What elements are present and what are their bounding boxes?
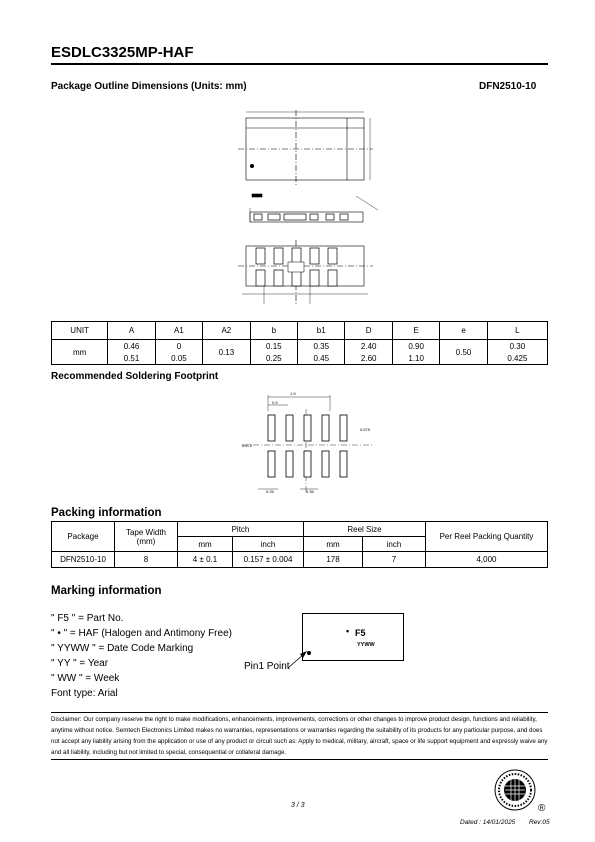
marking-line: " F5 " = Part No. — [51, 613, 124, 624]
table-row — [52, 552, 548, 568]
table-header-cell: L — [487, 322, 547, 340]
cell-pitch-mm: 4 ± 0.1 — [178, 552, 233, 568]
table-header-row — [52, 322, 548, 340]
table-header-cell: A — [108, 322, 155, 340]
header-inch: inch — [233, 537, 304, 552]
dimension-table — [51, 321, 548, 365]
revision-label: Rev:05 — [529, 819, 550, 826]
marking-title: Marking information — [51, 585, 162, 597]
pin1-arrow — [288, 650, 312, 670]
header-pitch: Pitch — [178, 522, 304, 537]
cell-reel-inch: 7 — [363, 552, 426, 568]
cell-package: DFN2510-10 — [52, 552, 115, 568]
dim-right-label: 0.675 — [360, 427, 371, 432]
marking-part-text: F5 — [355, 628, 366, 638]
table-header-cell: D — [345, 322, 392, 340]
page-number: 3 / 3 — [291, 802, 305, 809]
table-header-cell: e — [440, 322, 487, 340]
table-header-cell: UNIT — [52, 322, 108, 340]
table-header-cell: E — [392, 322, 439, 340]
header-tape-width: Tape Width (mm) — [115, 522, 178, 552]
min-cell: 0.30 — [487, 340, 547, 353]
header-inch: inch — [363, 537, 426, 552]
marking-line: " WW " = Week — [51, 673, 120, 684]
min-cell: 0.15 — [250, 340, 297, 353]
cell-reel-mm: 178 — [304, 552, 363, 568]
disclaimer-text: Disclaimer: Our company reserve the right to make modifications, enhancements, improvements, corrections or other changes to improve product design, functions and reliability, anytime without notice. Semtech Electronics Limited makes no warranties, representations or warranties regarding the suitability of its products for any particular purpose, and does not accept any liability arising from the application or use of any product or circuit such as: Apply to medical, military, aircraft, space or life support equipment and expressly waive any and all liability, including but not limited to special, consequential or collateral damage. — [51, 716, 548, 756]
marking-line: " YY " = Year — [51, 658, 109, 669]
header-mm: mm — [178, 537, 233, 552]
max-cell: 0.45 — [298, 352, 345, 365]
table-header-cell: A2 — [203, 322, 250, 340]
marking-line: Font type: Arial — [51, 688, 118, 699]
title-rule — [51, 63, 548, 65]
table-row — [52, 340, 548, 353]
document-title: ESDLC3325MP-HAF — [51, 44, 194, 61]
max-cell: 2.60 — [345, 352, 392, 365]
header-reel-size: Reel Size — [304, 522, 426, 537]
side-view-body — [250, 212, 363, 222]
disclaimer-bottom-rule — [51, 759, 548, 760]
single-cell: 0.13 — [203, 340, 250, 365]
marking-date-text: YYWW — [357, 642, 375, 648]
dim-total-label: 1.9 — [290, 391, 296, 396]
cell-quantity: 4,000 — [426, 552, 548, 568]
table-header-row — [52, 522, 548, 537]
package-code: DFN2510-10 — [479, 81, 537, 92]
marking-line: " • " = HAF (Halogen and Antimony Free) — [51, 628, 232, 639]
max-cell: 0.25 — [250, 352, 297, 365]
max-cell: 0.05 — [155, 352, 202, 365]
dim-pad-width-label: 0.25 — [266, 489, 274, 494]
registered-mark: ® — [538, 803, 546, 814]
header-package: Package — [52, 522, 115, 552]
outline-title: Package Outline Dimensions (Units: mm) — [51, 81, 247, 92]
packing-title: Packing information — [51, 507, 162, 519]
dim-pitch-label: 0.5 — [272, 400, 278, 405]
table-header-cell: A1 — [155, 322, 202, 340]
single-cell: 0.50 — [440, 340, 487, 365]
dim-left-label: 0.675 — [242, 443, 253, 448]
marking-dot: • — [346, 626, 350, 636]
disclaimer-top-rule — [51, 712, 548, 713]
max-cell: 0.425 — [487, 352, 547, 365]
table-header-cell: b1 — [298, 322, 345, 340]
min-cell: 0 — [155, 340, 202, 353]
soldering-footprint-drawing — [238, 389, 378, 499]
max-cell: 0.51 — [108, 352, 155, 365]
footprint-title: Recommended Soldering Footprint — [51, 371, 219, 382]
min-cell: 0.90 — [392, 340, 439, 353]
dim-pad-width2-label: 0.35 — [306, 489, 314, 494]
min-cell: 2.40 — [345, 340, 392, 353]
header-mm: mm — [304, 537, 363, 552]
table-header-cell: b — [250, 322, 297, 340]
min-cell: 0.35 — [298, 340, 345, 353]
package-outline-drawing — [228, 108, 388, 310]
header-quantity: Per Reel Packing Quantity — [426, 522, 548, 552]
packing-table — [51, 521, 548, 568]
dated-label: Dated : 14/01/2025 — [460, 819, 516, 826]
unit-cell: mm — [52, 340, 108, 365]
max-cell: 1.10 — [392, 352, 439, 365]
marking-box — [302, 613, 404, 661]
cell-tape: 8 — [115, 552, 178, 568]
pin1-label: Pin1 Point — [244, 661, 290, 672]
cell-pitch-inch: 0.157 ± 0.004 — [233, 552, 304, 568]
min-cell: 0.46 — [108, 340, 155, 353]
marking-line: " YYWW " = Date Code Marking — [51, 643, 194, 654]
